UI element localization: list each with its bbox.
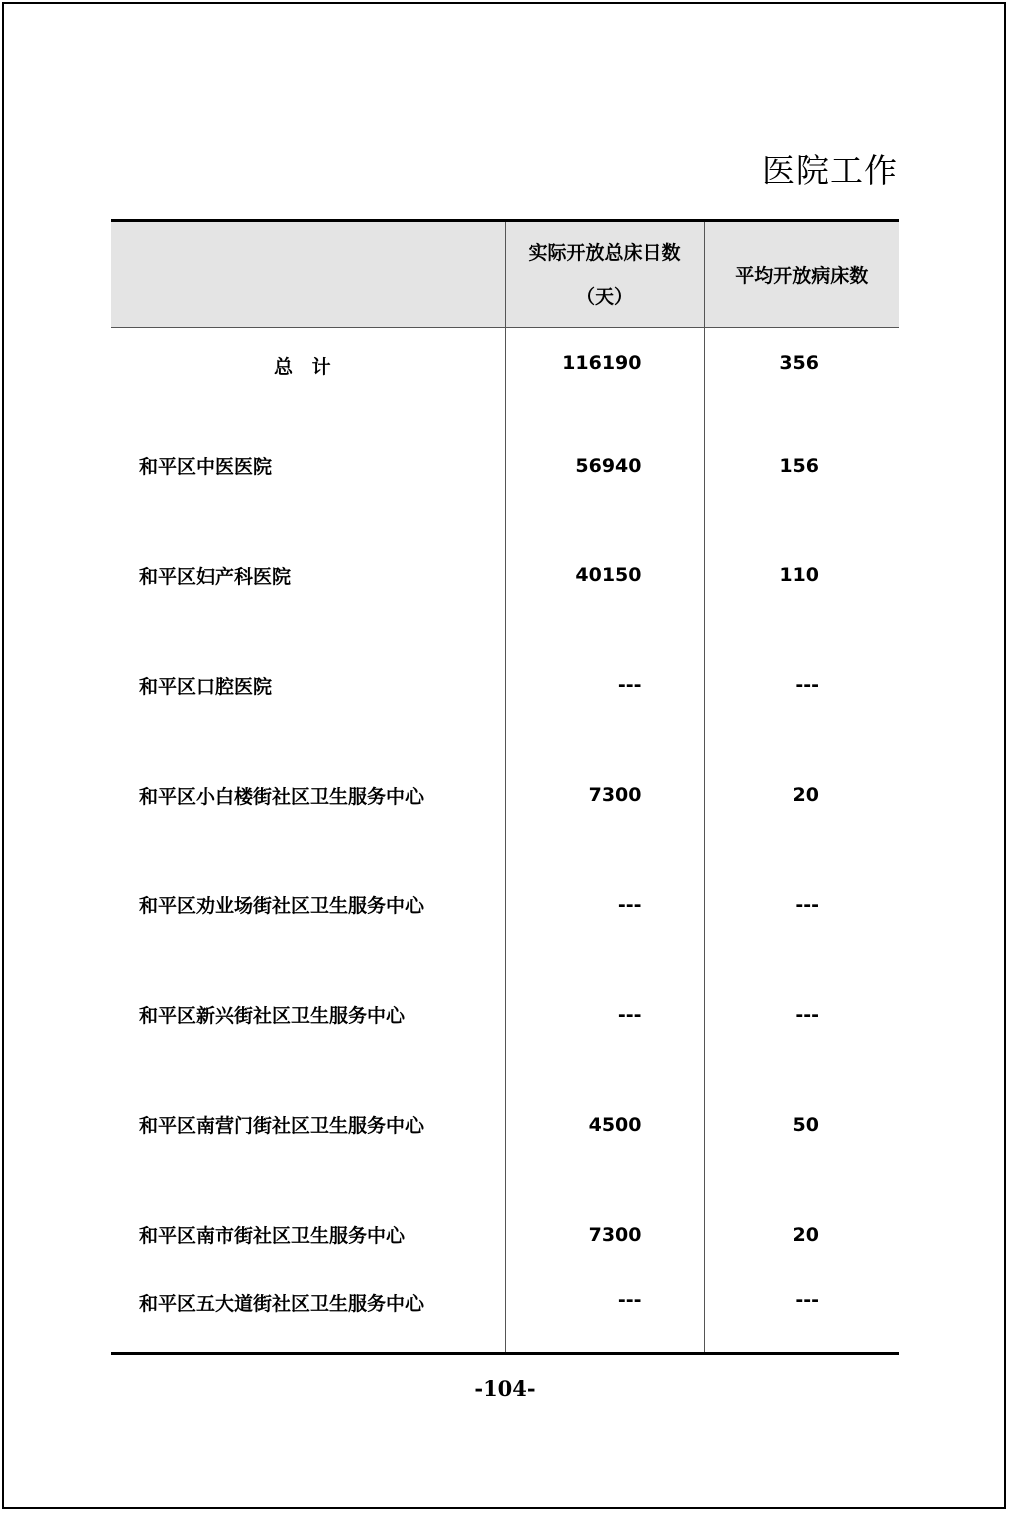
table-row xyxy=(111,1070,899,1180)
row-name: 和平区新兴街社区卫生服务中心 xyxy=(111,960,505,1070)
row-average-beds: 356 xyxy=(779,352,819,374)
table-row xyxy=(111,328,899,411)
row-name: 和平区口腔医院 xyxy=(111,630,505,740)
table-row xyxy=(111,960,899,1070)
table-row xyxy=(111,1289,899,1353)
header-total-bed-days xyxy=(505,221,704,328)
table-row xyxy=(111,740,899,850)
row-name: 和平区南市街社区卫生服务中心 xyxy=(111,1180,505,1290)
row-average-beds: --- xyxy=(795,1289,819,1312)
header-name xyxy=(111,221,505,328)
row-total-bed-days: 4500 xyxy=(505,1070,704,1180)
section-title: 医院工作 xyxy=(762,151,898,190)
table-header-row xyxy=(111,221,899,328)
table-row xyxy=(111,630,899,740)
row-total-bed-days: --- xyxy=(505,960,704,1070)
row-average-beds: --- xyxy=(795,674,819,697)
row-total-bed-days: 116190 xyxy=(505,328,704,411)
row-total-bed-days: --- xyxy=(505,630,704,740)
table-row xyxy=(111,850,899,960)
header-average-beds: 平均开放病床数 xyxy=(704,221,899,328)
page-number: -104- xyxy=(474,1376,536,1401)
row-name xyxy=(111,328,505,411)
row-name: 和平区妇产科医院 xyxy=(111,521,505,631)
row-average-beds: 110 xyxy=(779,564,819,587)
row-name: 和平区中医医院 xyxy=(111,411,505,521)
row-total-bed-days: --- xyxy=(505,850,704,960)
table-row xyxy=(111,521,899,631)
stats-table-container xyxy=(111,219,899,1355)
table-row xyxy=(111,1180,899,1290)
row-name: 和平区五大道街社区卫生服务中心 xyxy=(111,1289,505,1353)
row-total-bed-days: 40150 xyxy=(505,521,704,631)
row-name-total: 总 计 xyxy=(274,356,337,378)
header-total-bed-days-line2: （天） xyxy=(575,285,633,308)
row-total-bed-days: 7300 xyxy=(505,740,704,850)
row-name: 和平区小白楼街社区卫生服务中心 xyxy=(111,740,505,850)
row-average-beds: 50 xyxy=(792,1113,819,1136)
row-average-beds: --- xyxy=(795,1003,819,1026)
row-name: 和平区南营门街社区卫生服务中心 xyxy=(111,1070,505,1180)
row-average-beds: --- xyxy=(795,893,819,916)
header-total-bed-days-line1: 实际开放总床日数 xyxy=(528,241,681,264)
row-total-bed-days: 56940 xyxy=(505,411,704,521)
row-average-beds: 20 xyxy=(792,784,819,807)
table-row xyxy=(111,411,899,521)
row-total-bed-days: --- xyxy=(505,1289,704,1353)
row-total-bed-days: 7300 xyxy=(505,1180,704,1290)
row-average-beds: 20 xyxy=(792,1223,819,1246)
stats-table xyxy=(111,219,899,1355)
row-name: 和平区劝业场街社区卫生服务中心 xyxy=(111,850,505,960)
row-average-beds: 156 xyxy=(779,454,819,477)
